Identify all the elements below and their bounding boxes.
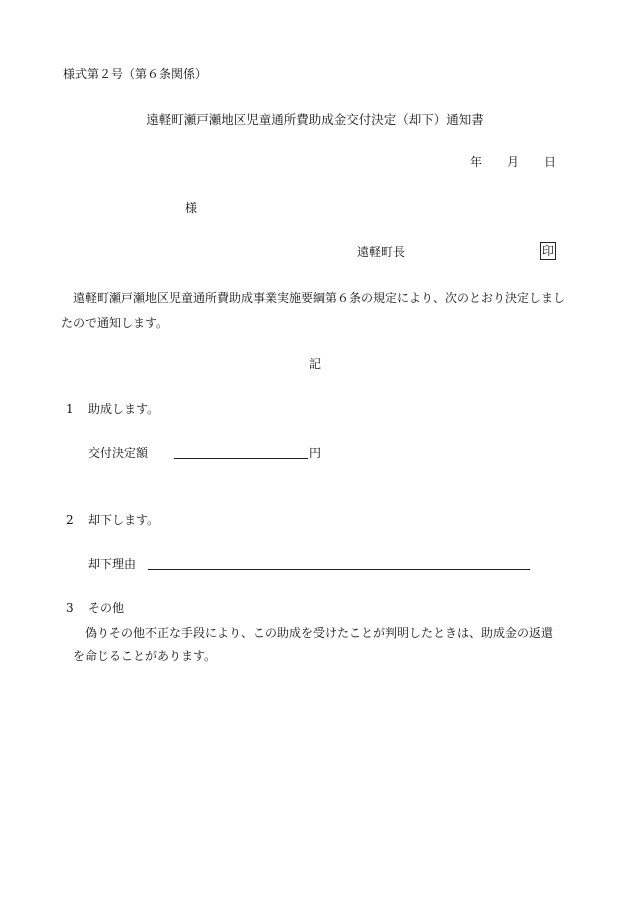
- item-label: その他: [88, 601, 125, 615]
- item-reject: [66, 512, 159, 529]
- other-note: 偽りその他不正な手段により、この助成を受けたことが判明したときは、助成金の返還を命じることがあります。: [73, 626, 554, 663]
- ki-heading: 記: [308, 357, 321, 371]
- issuer-name: 遠軽町長: [357, 245, 406, 259]
- date-year-label: 年: [470, 155, 483, 169]
- date-month-label: 月: [507, 155, 520, 169]
- decision-amount-field[interactable]: [174, 458, 308, 459]
- rejection-reason-label: 却下理由: [88, 557, 137, 571]
- item-label: 助成します。: [88, 402, 160, 416]
- item-other: [66, 600, 124, 617]
- item-number: 1: [66, 402, 74, 416]
- decision-amount-label: 交付決定額: [88, 446, 149, 460]
- rejection-reason-field[interactable]: [148, 569, 530, 570]
- document-title: 遠軽町瀬戸瀬地区児童通所費助成金交付決定（却下）通知書: [146, 112, 484, 127]
- seal-mark: 印: [542, 244, 555, 258]
- body-text: 遠軽町瀬戸瀬地区児童通所費助成事業実施要綱第６条の規定により、次のとおり決定しましたので通知します。: [61, 291, 566, 330]
- item-number: 2: [66, 513, 74, 527]
- addressee-suffix: 様: [185, 201, 198, 215]
- form-number: 様式第２号（第６条関係）: [63, 67, 208, 81]
- item-label: 却下します。: [88, 513, 160, 527]
- currency-unit: 円: [309, 446, 322, 460]
- item-number: 3: [66, 601, 74, 615]
- item-grant: [66, 401, 159, 418]
- date-day-label: 日: [544, 155, 557, 169]
